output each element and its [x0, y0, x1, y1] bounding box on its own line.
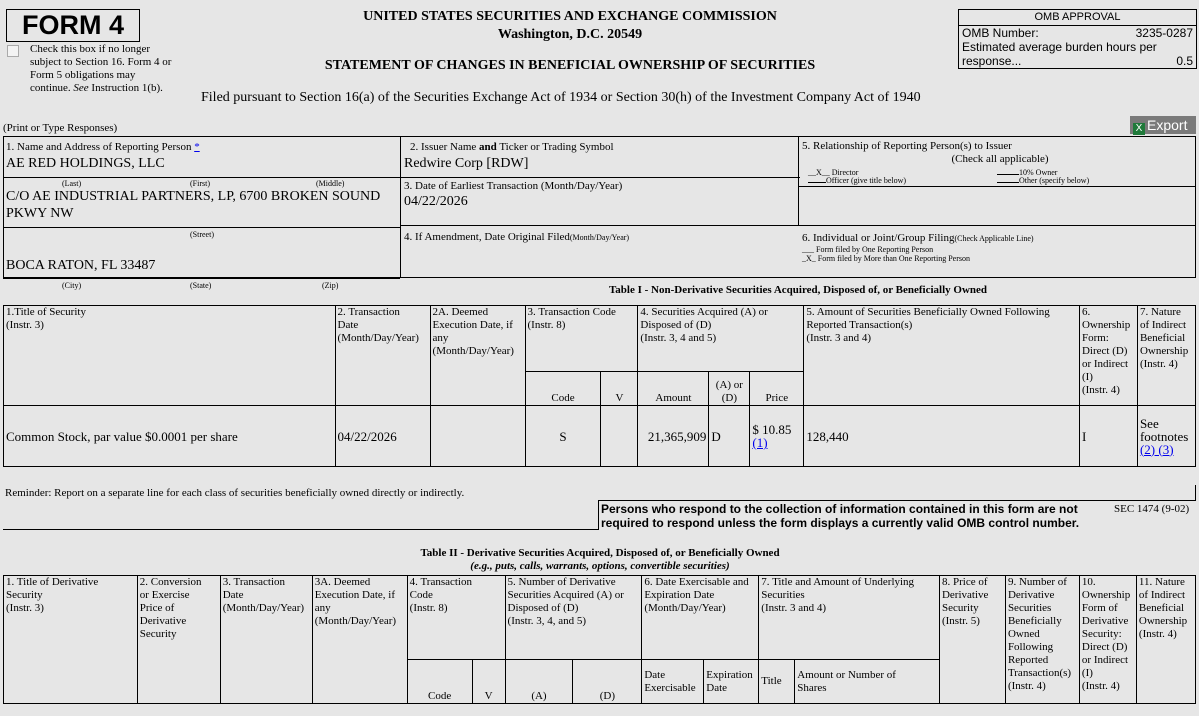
price-footnote-link[interactable]: (1) — [752, 435, 768, 450]
t1-h6: 6. Ownership Form: Direct (D) or Indirect (I) (Instr. 4) — [1079, 306, 1137, 406]
box5-label: 5. Relationship of Reporting Person(s) to Issuer — [802, 140, 1012, 152]
box1-star-link[interactable]: * — [194, 141, 200, 153]
price: $ 10.85 — [752, 422, 792, 437]
table1-title: Table I - Non-Derivative Securities Acquired, Disposed of, or Beneficially Owned — [608, 284, 988, 296]
export-label: Export — [1147, 117, 1188, 133]
t2-sub-a: (A) — [505, 660, 573, 704]
t1-sub-ad: (A) or (D) — [709, 372, 750, 406]
deemed-date — [430, 406, 525, 467]
print-type-label: (Print or Type Responses) — [3, 122, 118, 134]
persons-notice: Persons who respond to the collection of information contained in this form are not required to respond unless the form displays a currently valid OMB control number. — [601, 502, 1080, 530]
box3-label: 3. Date of Earliest Transaction (Month/Day/Year) — [404, 180, 623, 192]
t2-sub-code: Code — [407, 660, 472, 704]
label-street: (Street) — [190, 230, 214, 239]
t1-sub-price: Price — [750, 372, 804, 406]
ownership-form: I — [1079, 406, 1137, 467]
agency-name: UNITED STATES SECURITIES AND EXCHANGE COMMISSION — [363, 9, 777, 24]
t1-sub-amount: Amount — [638, 372, 709, 406]
t2-h3a: 3A. Deemed Execution Date, if any (Month/Day/Year) — [312, 576, 407, 704]
director-option: __X__ Director — [808, 168, 859, 177]
address-line-1: C/O AE INDUSTRIAL PARTNERS, LP, 6700 BROKEN SOUND — [6, 189, 381, 204]
reporting-person-name: AE RED HOLDINGS, LLC — [6, 156, 165, 171]
t1-sub-v: V — [601, 372, 638, 406]
table1 — [3, 305, 1196, 467]
nature-footnote-link[interactable]: (2) (3) — [1139, 441, 1174, 457]
acquired-disposed: D — [709, 406, 750, 467]
t2-h5: 5. Number of Derivative Securities Acquired (A) or Disposed of (D) (Instr. 3, 4, and 5) — [505, 576, 642, 660]
amount-owned: 128,440 — [804, 406, 1080, 467]
reminder-text: Reminder: Report on a separate line for each class of securities beneficially owned directly or indirectly. — [5, 487, 465, 499]
nature-cell: See footnotes (2) (3) — [1137, 406, 1195, 467]
officer-option: Officer (give title below) — [808, 176, 906, 185]
transaction-v — [601, 406, 638, 467]
export-button[interactable] — [1130, 116, 1196, 134]
table-row — [4, 406, 1196, 467]
t2-h10: 10. Ownership Form of Derivative Security: Direct (D) or Indirect (I) (Instr. 4) — [1079, 576, 1136, 704]
sec-code: SEC 1474 (9-02) — [1114, 503, 1190, 515]
label-first: (First) — [190, 179, 210, 188]
t2-sub-d: (D) — [573, 660, 642, 704]
t2-h9: 9. Number of Derivative Securities Beneficially Owned Following Reported Transaction(s) (Instr. 4) — [1005, 576, 1079, 704]
omb-title: OMB APPROVAL — [959, 10, 1196, 26]
t1-sub-code: Code — [525, 372, 601, 406]
t2-h1: 1. Title of Derivative Security (Instr. 3) — [4, 576, 138, 704]
no-longer-subject-checkbox[interactable] — [7, 45, 19, 57]
t2-h8: 8. Price of Derivative Security (Instr. 5) — [939, 576, 1005, 704]
box4-label: 4. If Amendment, Date Original Filed(Month/Day/Year) — [404, 231, 630, 243]
box2-label: 2. Issuer Name and Ticker or Trading Symbol — [410, 141, 614, 153]
omb-burden-label-2: response... — [962, 54, 1022, 68]
form-title: FORM 4 — [21, 10, 124, 40]
table2-title: Table II - Derivative Securities Acquired, Disposed of, or Beneficially Owned — [420, 547, 780, 559]
transaction-date: 04/22/2026 — [335, 406, 430, 467]
t1-h2: 2. Transaction Date (Month/Day/Year) — [335, 306, 430, 406]
t1-h3: 3. Transaction Code (Instr. 8) — [525, 306, 638, 372]
form-title-box — [6, 9, 140, 42]
t1-h7: 7. Nature of Indirect Beneficial Ownership (Instr. 4) — [1137, 306, 1195, 406]
issuer-name: Redwire Corp [RDW] — [404, 156, 529, 171]
multiple-persons-option: _X_ Form filed by More than One Reporting Person — [802, 254, 970, 263]
security-title: Common Stock, par value $0.0001 per share — [4, 406, 336, 467]
table2-subtitle: (e.g., puts, calls, warrants, options, convertible securities) — [470, 560, 730, 572]
excel-icon: X — [1133, 123, 1145, 135]
t2-h7: 7. Title and Amount of Underlying Securities (Instr. 3 and 4) — [759, 576, 940, 660]
box6-label: 6. Individual or Joint/Group Filing(Check Applicable Line) — [802, 232, 1034, 244]
t2-sub-date-exercisable: Date Exercisable — [642, 660, 704, 704]
label-city: (City) — [62, 281, 82, 290]
t2-h6: 6. Date Exercisable and Expiration Date (Month/Day/Year) — [642, 576, 759, 660]
price-cell — [750, 406, 804, 467]
label-state: (State) — [190, 281, 212, 290]
t2-sub-amount: Amount or Number of Shares — [795, 660, 940, 704]
t1-h5: 5. Amount of Securities Beneficially Owned Following Reported Transaction(s) (Instr. 3 and 4) — [804, 306, 1080, 406]
t2-h11: 11. Nature of Indirect Beneficial Ownership (Instr. 4) — [1136, 576, 1195, 704]
t2-sub-expiration: Expiration Date — [704, 660, 759, 704]
omb-burden-label-1: Estimated average burden hours per — [962, 40, 1157, 54]
t2-h4: 4. Transaction Code (Instr. 8) — [407, 576, 505, 660]
other-option: Other (specify below) — [997, 176, 1089, 185]
table2 — [3, 575, 1196, 704]
t2-h2: 2. Conversion or Exercise Price of Derivative Security — [137, 576, 220, 704]
t2-sub-v: V — [472, 660, 505, 704]
omb-burden: 0.5 — [1176, 54, 1193, 68]
omb-number: 3235-0287 — [1135, 26, 1193, 40]
earliest-transaction-date: 04/22/2026 — [404, 194, 468, 209]
box1-label: 1. Name and Address of Reporting Person * — [6, 141, 200, 153]
city-state-zip: BOCA RATON, FL 33487 — [6, 258, 156, 273]
statement-title: STATEMENT OF CHANGES IN BENEFICIAL OWNERSHIP OF SECURITIES — [324, 58, 816, 73]
transaction-code: S — [525, 406, 601, 467]
label-zip: (Zip) — [322, 281, 339, 290]
t2-sub-title: Title — [759, 660, 795, 704]
t1-h4: 4. Securities Acquired (A) or Disposed of (D) (Instr. 3, 4 and 5) — [638, 306, 804, 372]
t1-h2a: 2A. Deemed Execution Date, if any (Month/Day/Year) — [430, 306, 525, 406]
owner10-option: 10% Owner — [997, 168, 1057, 177]
agency-city: Washington, D.C. 20549 — [497, 27, 643, 42]
filed-pursuant-text: Filed pursuant to Section 16(a) of the Securities Exchange Act of 1934 or Section 30(h) of the Investment Company Act of 1940 — [201, 90, 921, 105]
address-line-2: PKWY NW — [6, 206, 74, 221]
checkbox-instruction-text: Check this box if no longer subject to Section 16. Form 4 or Form 5 obligations may continue. See Instruction 1(b). — [30, 43, 172, 94]
omb-number-label: OMB Number: — [962, 26, 1039, 40]
one-person-option: ___ Form filed by One Reporting Person — [802, 245, 934, 254]
label-middle: (Middle) — [316, 179, 345, 188]
t1-h1: 1.Title of Security (Instr. 3) — [4, 306, 336, 406]
omb-approval-box — [958, 9, 1197, 69]
label-last: (Last) — [62, 179, 82, 188]
securities-amount: 21,365,909 — [638, 406, 709, 467]
box5-check-all: (Check all applicable) — [951, 153, 1049, 165]
t2-h3: 3. Transaction Date (Month/Day/Year) — [220, 576, 312, 704]
